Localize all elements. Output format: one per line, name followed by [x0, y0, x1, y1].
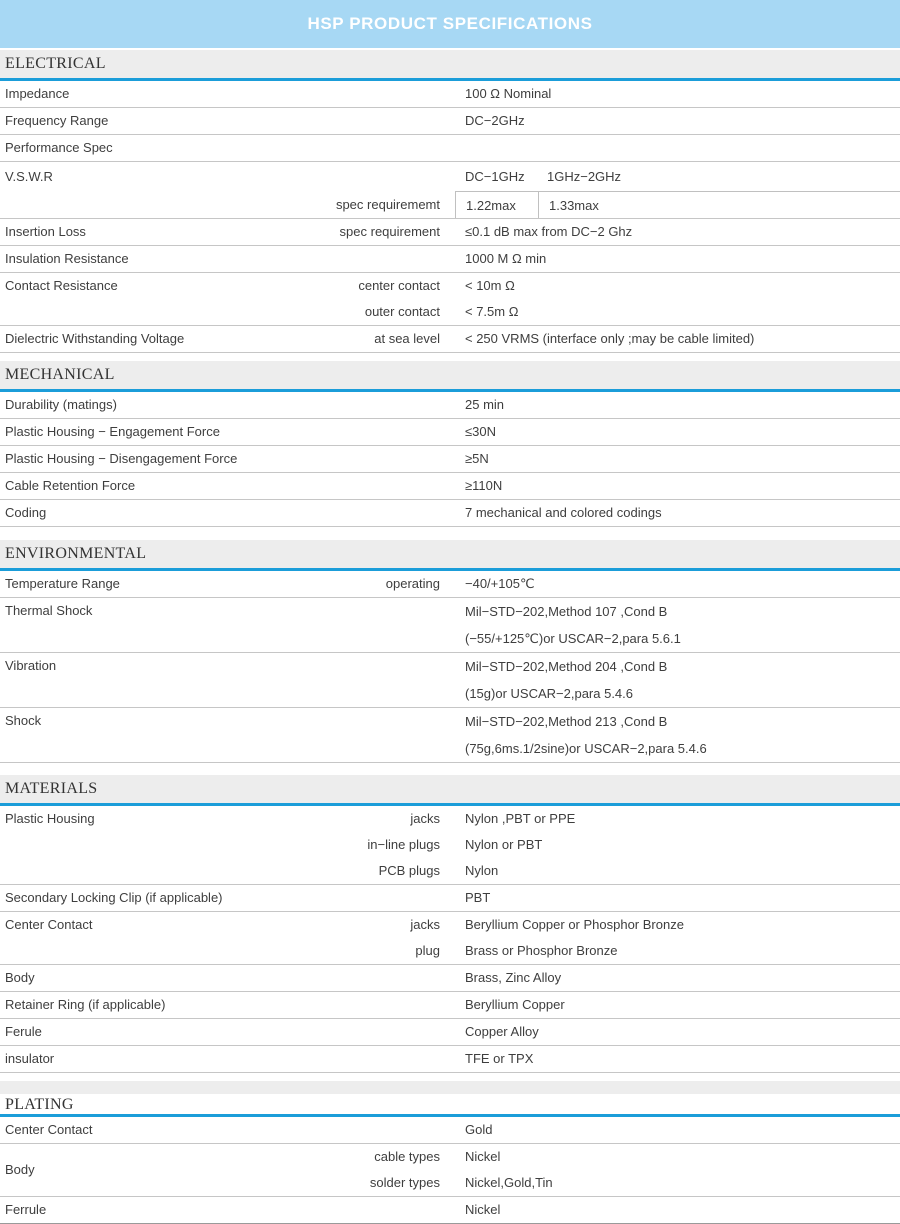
- spec-group-row: [0, 273, 900, 326]
- row-label: Vibration: [5, 658, 57, 673]
- row-sublabel: PCB plugs: [378, 863, 440, 878]
- group-subrow: [315, 299, 900, 325]
- row-sublabel: jacks: [410, 917, 440, 932]
- group-subrow: [315, 912, 900, 938]
- vswr-col-band1: DC−1GHz: [465, 169, 525, 184]
- row-label: Body: [5, 1162, 35, 1177]
- vswr-value-band1: 1.22max: [466, 197, 516, 213]
- spec-row: [0, 1197, 900, 1224]
- spec-row: [0, 108, 900, 135]
- section-header-band: [0, 50, 900, 78]
- section-header-band: [0, 540, 900, 568]
- row-sublabel: plug: [415, 943, 440, 958]
- row-value: 7 mechanical and colored codings: [465, 505, 662, 520]
- row-label: Cable Retention Force: [5, 478, 136, 493]
- spec-row: [0, 1046, 900, 1073]
- section-plating: [0, 1081, 900, 1224]
- row-sublabel: at sea level: [374, 331, 440, 346]
- row-value: ≤0.1 dB max from DC−2 Ghz: [465, 224, 633, 239]
- section-header-band: [0, 361, 900, 389]
- spec-group-row: [0, 806, 900, 885]
- row-label: Plastic Housing − Disengagement Force: [5, 451, 238, 466]
- row-value: < 250 VRMS (interface only ;may be cable limited): [465, 331, 755, 346]
- row-value: −40/+105℃: [465, 576, 535, 591]
- row-label: Frequency Range: [5, 113, 109, 128]
- section-title: MECHANICAL: [5, 366, 115, 383]
- row-value: TFE or TPX: [465, 1051, 534, 1066]
- spec-row: [0, 473, 900, 500]
- vswr-header-columns: [455, 162, 900, 192]
- vswr-value-band2: 1.33max: [538, 192, 599, 218]
- row-value-line: (75g,6ms.1/2sine)or USCAR−2,para 5.4.6: [465, 741, 707, 756]
- row-value: Gold: [465, 1122, 493, 1137]
- spec-row: [0, 708, 900, 763]
- spec-row: [0, 571, 900, 598]
- row-sublabel: spec requirement: [339, 224, 440, 239]
- vswr-col-band2: 1GHz−2GHz: [547, 169, 622, 184]
- row-value: < 7.5m Ω: [465, 304, 519, 319]
- spec-row: [0, 992, 900, 1019]
- row-value: [440, 598, 900, 652]
- row-value-line: Mil−STD−202,Method 213 ,Cond B: [465, 714, 668, 729]
- page-title: HSP PRODUCT SPECIFICATIONS: [307, 14, 593, 33]
- spec-row: [0, 135, 900, 162]
- row-label: Dielectric Withstanding Voltage: [5, 331, 185, 346]
- row-value: Nickel: [465, 1149, 501, 1164]
- row-value: < 10m Ω: [465, 278, 515, 293]
- row-label: Retainer Ring (if applicable): [5, 997, 166, 1012]
- group-subrows: [315, 806, 900, 884]
- row-label: Secondary Locking Clip (if applicable): [5, 890, 223, 905]
- row-value: Brass or Phosphor Bronze: [465, 943, 618, 958]
- row-value-line: (−55/+125℃)or USCAR−2,para 5.6.1: [465, 631, 681, 646]
- row-label: Contact Resistance: [5, 278, 118, 293]
- spec-row: [0, 598, 900, 653]
- spec-row: [0, 1019, 900, 1046]
- vswr-header-cell: [440, 162, 900, 192]
- section-environmental: [0, 540, 900, 763]
- spec-row-vswr-values: [0, 192, 900, 219]
- group-subrow: [315, 938, 900, 964]
- row-label: Plastic Housing − Engagement Force: [5, 424, 220, 439]
- row-value: PBT: [465, 890, 491, 905]
- row-sublabel: cable types: [374, 1149, 440, 1164]
- vswr-values-cell: [440, 192, 900, 218]
- row-value: [440, 653, 900, 707]
- spec-sections: [0, 50, 900, 1224]
- vswr-values-columns: [455, 192, 900, 218]
- group-subrow: [315, 1170, 900, 1196]
- row-sublabel: outer contact: [364, 304, 440, 319]
- section-mechanical: [0, 361, 900, 527]
- row-value: 100 Ω Nominal: [465, 86, 552, 101]
- row-sublabel: operating: [385, 576, 440, 591]
- row-value: DC−2GHz: [465, 113, 525, 128]
- row-sublabel: jacks: [410, 811, 440, 826]
- row-sublabel: in−line plugs: [367, 837, 440, 852]
- row-value: 1000 M Ω min: [465, 251, 547, 266]
- spec-row-vswr-header: [0, 162, 900, 192]
- row-value: Nickel,Gold,Tin: [465, 1175, 553, 1190]
- spec-group-row: [0, 912, 900, 965]
- row-value: Brass, Zinc Alloy: [465, 970, 562, 985]
- row-value-line: (15g)or USCAR−2,para 5.4.6: [465, 686, 634, 701]
- row-label: Temperature Range: [5, 576, 120, 591]
- group-subrow: [315, 273, 900, 299]
- section-title: ELECTRICAL: [5, 55, 106, 72]
- row-label: Body: [5, 970, 35, 985]
- group-subrows: [315, 273, 900, 325]
- row-label: Impedance: [5, 86, 70, 101]
- row-value: ≥110N: [465, 478, 503, 493]
- group-subrow: [315, 858, 900, 884]
- row-value: Nickel: [465, 1202, 501, 1217]
- row-label: Thermal Shock: [5, 603, 93, 618]
- spec-row: [0, 419, 900, 446]
- spec-row: [0, 446, 900, 473]
- spec-row: [0, 885, 900, 912]
- spec-row: [0, 965, 900, 992]
- section-electrical: [0, 50, 900, 353]
- group-subrow: [315, 1144, 900, 1170]
- row-sublabel: spec requirememt: [335, 197, 440, 212]
- row-value: 25 min: [465, 397, 505, 412]
- section-title: PLATING: [0, 1096, 900, 1114]
- row-sublabel: solder types: [369, 1175, 440, 1190]
- group-subrows: [315, 1144, 900, 1196]
- spec-group-row: [0, 1144, 900, 1197]
- section-header-band: [0, 775, 900, 803]
- row-value: Nylon: [465, 863, 499, 878]
- spec-row: [0, 1117, 900, 1144]
- row-label: V.S.W.R: [5, 169, 53, 184]
- row-value-line: Mil−STD−202,Method 204 ,Cond B: [465, 659, 668, 674]
- spec-row: [0, 81, 900, 108]
- spec-row: [0, 326, 900, 353]
- row-value: Copper Alloy: [465, 1024, 539, 1039]
- row-sublabel: center contact: [358, 278, 440, 293]
- group-subrows: [315, 912, 900, 964]
- row-label: Ferule: [5, 1024, 42, 1039]
- group-subrow: [315, 806, 900, 832]
- row-label: Ferrule: [5, 1202, 47, 1217]
- section-title: MATERIALS: [5, 780, 98, 797]
- spec-row: [0, 653, 900, 708]
- row-label: Performance Spec: [5, 140, 113, 155]
- row-value: [440, 708, 900, 762]
- row-label: insulator: [5, 1051, 55, 1066]
- row-value: Nylon ,PBT or PPE: [465, 811, 576, 826]
- spec-row: [0, 500, 900, 527]
- title-bar: [0, 0, 900, 48]
- spec-row: [0, 392, 900, 419]
- section-title: ENVIRONMENTAL: [5, 545, 147, 562]
- row-value: ≥5N: [465, 451, 489, 466]
- row-label: Insertion Loss: [5, 224, 86, 239]
- row-value-line: Mil−STD−202,Method 107 ,Cond B: [465, 604, 668, 619]
- section-materials: [0, 775, 900, 1073]
- spec-row: [0, 219, 900, 246]
- row-label: Center Contact: [5, 1122, 93, 1137]
- row-value: Nylon or PBT: [465, 837, 543, 852]
- group-subrow: [315, 832, 900, 858]
- section-gap-band: [0, 1081, 900, 1094]
- row-value: Beryllium Copper or Phosphor Bronze: [465, 917, 684, 932]
- row-label: Coding: [5, 505, 47, 520]
- row-value: Beryllium Copper: [465, 997, 565, 1012]
- row-label: Plastic Housing: [5, 811, 95, 826]
- row-label: Shock: [5, 713, 42, 728]
- row-value: ≤30N: [465, 424, 496, 439]
- row-label: Insulation Resistance: [5, 251, 129, 266]
- row-label: Center Contact: [5, 917, 93, 932]
- row-label: Durability (matings): [5, 397, 117, 412]
- spec-row: [0, 246, 900, 273]
